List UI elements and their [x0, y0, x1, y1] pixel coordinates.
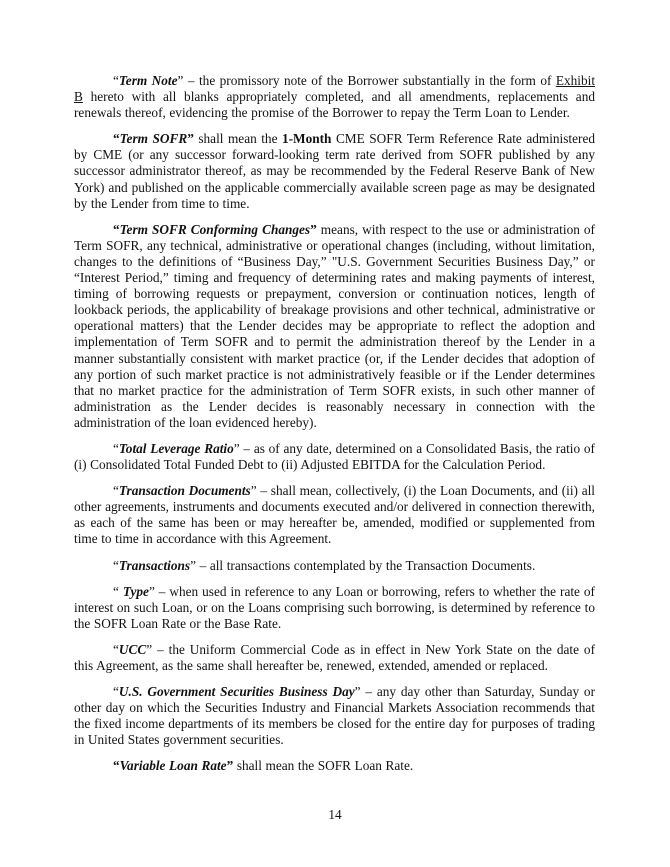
paragraph-term-note [74, 73, 595, 121]
page-number: 14 [328, 807, 342, 822]
text-run: Type [122, 583, 149, 599]
text-run: “ [113, 758, 120, 774]
text-run: CME SOFR Term Reference Rate administered by CME (or any successor forward-looking term rate derived from SOFR published by any successor administrator thereof, as may be recommended by the Federal Reserve Bank of New York) and published on the applicable commercially available screen page as may be designated by the Lender from time to time. [74, 131, 595, 211]
text-run: ” – as of any date, determined on a Consolidated Basis, the ratio of (i) Consolidated Total Funded Debt to (ii) Adjusted EBITDA for the Calculation Period. [74, 440, 595, 473]
text-run: “ [113, 131, 120, 147]
text-run: ” [226, 758, 234, 774]
text-run: “ [113, 583, 123, 599]
text-run: Transactions [118, 557, 191, 573]
paragraph-total-leverage-ratio [74, 441, 595, 473]
text-run: “ [113, 684, 119, 700]
text-run: Term Note [118, 73, 178, 88]
text-run: ” – the promissory note of the Borrower substantially in the form of [177, 73, 556, 88]
text-run: “ [113, 483, 119, 499]
paragraph-transaction-documents [74, 483, 595, 547]
text-run: Transaction Documents [118, 483, 251, 499]
paragraph-transactions [74, 558, 595, 574]
definitions [74, 73, 595, 785]
paragraph-us-government-securities-business-day [74, 684, 595, 748]
text-run: 1-Month [281, 131, 332, 147]
text-run: means, with respect to the use or administration of Term SOFR, any technical, administrative or operational changes (including, without limitation, changes to the definitions of “Business Day,” "U.S. Government Securities Business Day,” or “Interest Period,” timing and frequency of determining rates and making payments of interest, timing of borrowing requests or prepayment, conversion or continuation notices, length of lookback periods, the applicability of breakage provisions and other technical, administrative or operational matters) that the Lender decides may be appropriate to reflect the adoption and implementation of Term SOFR and to permit the administration thereof by the Lender in a manner substantially consistent with market practice (or, if the Lender decides that adoption of any portion of such market practice is not administratively feasible or if the Lender determines that no market practice for the administration of Term SOFR exists, in such other manner of administration as the Lender decides is reasonably necessary in connection with the administration of the loan evidenced hereby). [74, 221, 595, 430]
text-run: shall mean the [193, 131, 282, 147]
text-run: ” – all transactions contemplated by the Transaction Documents. [190, 557, 536, 573]
text-run: ” [187, 131, 194, 147]
paragraph-ucc [74, 642, 595, 674]
text-run: ” – any day other than Saturday, Sunday or other day on which the Securities Industry and Financial Markets Association recommends that the fixed income departments of its members be closed for the entire day for purposes of trading in United States government securities. [74, 684, 596, 748]
text-run: ” – shall mean, collectively, (i) the Loan Documents, and (ii) all other agreements, instruments and documents executed and/or delivered in connection therewith, as each of the same has been or may hereafter be, amended, modified or supplemented from time to time in accordance with this Agreement. [74, 483, 595, 547]
text-run: ” [310, 221, 317, 237]
text-run: hereto with all blanks appropriately completed, and all amendments, replacements and renewals thereof, evidencing the promise of the Borrower to repay the Term Loan to Lender. [74, 89, 595, 121]
text-run: Total Leverage Ratio [118, 440, 234, 456]
text-run: Term SOFR [119, 131, 188, 147]
text-run: ” – the Uniform Commercial Code as in effect in New York State on the date of this Agreement, as the same shall hereafter be, renewed, extended, amended or replaced. [74, 641, 595, 673]
paragraph-type [74, 584, 595, 632]
text-run: “ [113, 73, 119, 88]
text-run: Exhibit B [74, 73, 596, 105]
paragraph-term-sofr [74, 131, 595, 211]
text-run: Variable Loan Rate [119, 758, 227, 774]
text-run: U.S. Government Securities Business Day [118, 684, 355, 700]
text-run: shall mean the SOFR Loan Rate. [233, 758, 414, 774]
text-run: “ [113, 641, 119, 657]
text-run: ” – when used in reference to any Loan or borrowing, refers to whether the rate of interest on such Loan, or on the Loans comprising such borrowing, is determined by reference to the SOFR Loan Rate or the Base Rate. [74, 583, 595, 631]
paragraph-term-sofr-conforming-changes [74, 222, 595, 431]
paragraph-variable-loan-rate [74, 758, 595, 774]
text-run: UCC [118, 641, 147, 657]
text-run: Term SOFR Conforming Changes [119, 221, 311, 237]
text-run: “ [113, 221, 120, 237]
text-run: “ [113, 440, 119, 456]
text-run: “ [113, 557, 119, 573]
